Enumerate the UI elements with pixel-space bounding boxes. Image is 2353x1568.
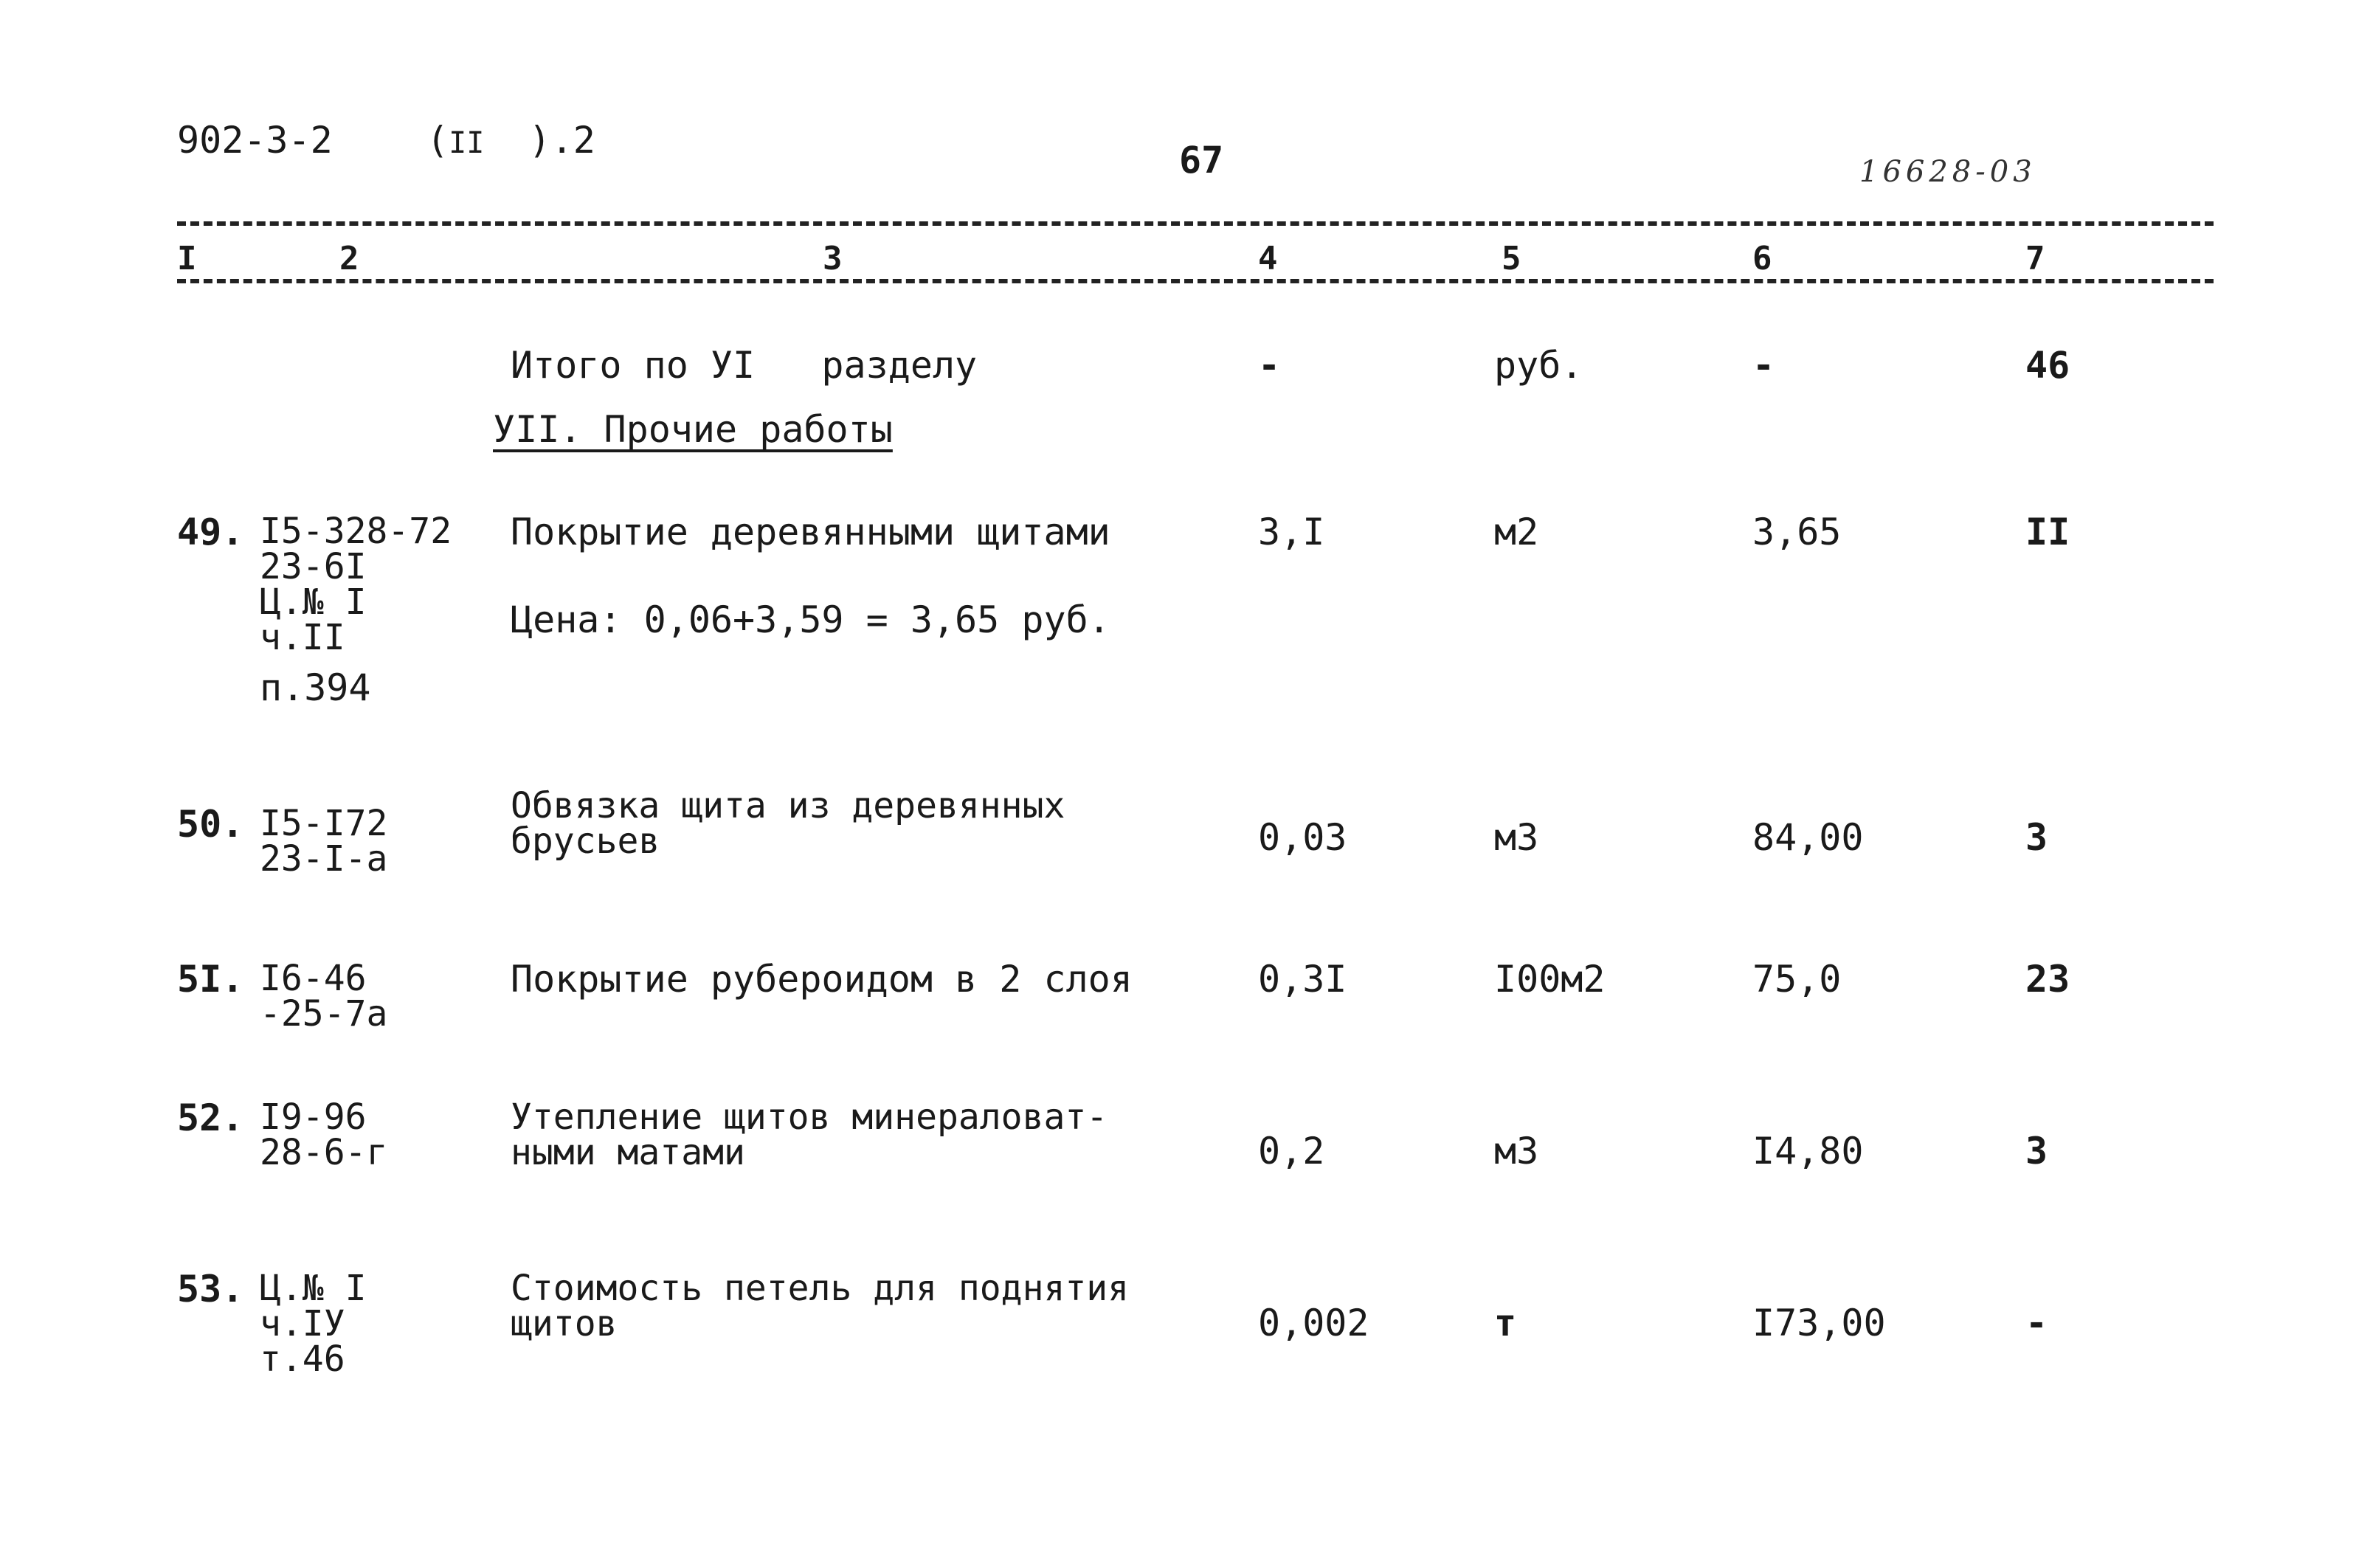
row-51-unit: I00м2 bbox=[1494, 958, 1606, 1001]
row-52-description bbox=[511, 1096, 1108, 1173]
column-header-1: I bbox=[177, 240, 197, 277]
code-line: I9-96 bbox=[260, 1096, 367, 1138]
code-line: 23-6I bbox=[260, 546, 367, 587]
row-49-price-note: Цена: 0,06+3,59 = 3,65 руб. bbox=[511, 598, 1110, 641]
row-52-number: 52. bbox=[177, 1096, 244, 1139]
doc-code: 902-3-2 bbox=[177, 119, 333, 162]
row-50-price: 84,00 bbox=[1752, 816, 1864, 859]
doc-part-open: ( bbox=[426, 119, 449, 162]
table-top-rule bbox=[177, 221, 2214, 226]
code-line: 23-I-а bbox=[260, 838, 388, 880]
description-line: брусьев bbox=[511, 821, 660, 862]
row-52-qty: 0,2 bbox=[1258, 1130, 1325, 1172]
row-51-description bbox=[511, 958, 1133, 1001]
row-50-unit: м3 bbox=[1494, 816, 1539, 859]
row-49-code-extra: п.394 bbox=[260, 666, 371, 709]
page-number: 67 bbox=[1179, 139, 1224, 182]
description-line: Покрытие деревянными щитами bbox=[511, 511, 1110, 553]
document-code bbox=[177, 119, 333, 162]
row-49-total: II bbox=[2025, 511, 2070, 553]
row-50-qty: 0,03 bbox=[1258, 816, 1347, 859]
row-52-unit: м3 bbox=[1494, 1130, 1539, 1172]
code-line: ч.IУ bbox=[260, 1303, 345, 1344]
row-51-number: 5I. bbox=[177, 958, 244, 1001]
row-53-code bbox=[260, 1268, 367, 1380]
row-50-description bbox=[511, 785, 1065, 862]
row-53-price: I73,00 bbox=[1752, 1302, 1886, 1344]
doc-part-close: ).2 bbox=[528, 119, 595, 162]
row-49-price: 3,65 bbox=[1752, 511, 1842, 553]
row-49-description bbox=[511, 511, 1110, 553]
row-53-qty: 0,002 bbox=[1258, 1302, 1369, 1344]
code-line: I6-46 bbox=[260, 958, 367, 999]
doc-part-roman: II bbox=[449, 126, 485, 160]
code-line: ч.II bbox=[260, 617, 345, 658]
row-51-qty: 0,3I bbox=[1258, 958, 1347, 1001]
column-header-5: 5 bbox=[1502, 240, 1521, 277]
row-51-price: 75,0 bbox=[1752, 958, 1842, 1001]
row-50-code bbox=[260, 803, 388, 880]
code-line: 28-6-г bbox=[260, 1132, 388, 1173]
row-49-qty: 3,I bbox=[1258, 511, 1325, 553]
code-line: Ц.№ I bbox=[260, 1268, 367, 1309]
code-line: Ц.№ I bbox=[260, 581, 367, 623]
section-title: УII. Прочие работы bbox=[493, 408, 893, 451]
row-53-description bbox=[511, 1268, 1130, 1344]
summary-unit: руб. bbox=[1494, 344, 1583, 387]
summary-qty: - bbox=[1258, 344, 1281, 387]
code-line: т.46 bbox=[260, 1339, 345, 1380]
row-52-price: I4,80 bbox=[1752, 1130, 1864, 1172]
code-line: -25-7а bbox=[260, 993, 388, 1035]
row-53-total: - bbox=[2025, 1302, 2048, 1344]
column-header-7: 7 bbox=[2025, 240, 2045, 277]
column-header-2: 2 bbox=[339, 240, 359, 277]
column-header-3: 3 bbox=[823, 240, 843, 277]
row-52-total: 3 bbox=[2025, 1130, 2048, 1172]
table-header-rule bbox=[177, 279, 2214, 283]
row-49-unit: м2 bbox=[1494, 511, 1539, 553]
summary-price: - bbox=[1752, 344, 1775, 387]
summary-total: 46 bbox=[2025, 344, 2070, 387]
row-52-code bbox=[260, 1096, 388, 1173]
column-header-6: 6 bbox=[1752, 240, 1772, 277]
code-line: I5-328-72 bbox=[260, 511, 452, 552]
description-line: Стоимость петель для поднятия bbox=[511, 1268, 1130, 1309]
row-51-code bbox=[260, 958, 388, 1035]
code-line: I5-I72 bbox=[260, 803, 388, 844]
description-line: ными матами bbox=[511, 1132, 745, 1173]
row-53-number: 53. bbox=[177, 1268, 244, 1310]
row-53-unit: т bbox=[1494, 1302, 1517, 1344]
row-50-total: 3 bbox=[2025, 816, 2048, 859]
description-line: Обвязка щита из деревянных bbox=[511, 785, 1065, 826]
row-49-number: 49. bbox=[177, 511, 244, 553]
row-51-total: 23 bbox=[2025, 958, 2070, 1001]
document-part bbox=[426, 119, 595, 162]
description-line: щитов bbox=[511, 1303, 618, 1344]
description-line: Покрытие рубероидом в 2 слоя bbox=[511, 958, 1133, 1001]
column-header-4: 4 bbox=[1258, 240, 1278, 277]
summary-label: Итого по УI разделу bbox=[511, 344, 978, 387]
row-49-code bbox=[260, 511, 452, 658]
handwritten-number: 16628-03 bbox=[1859, 155, 2036, 189]
row-50-number: 50. bbox=[177, 803, 244, 846]
description-line: Утепление щитов минераловат- bbox=[511, 1096, 1108, 1138]
